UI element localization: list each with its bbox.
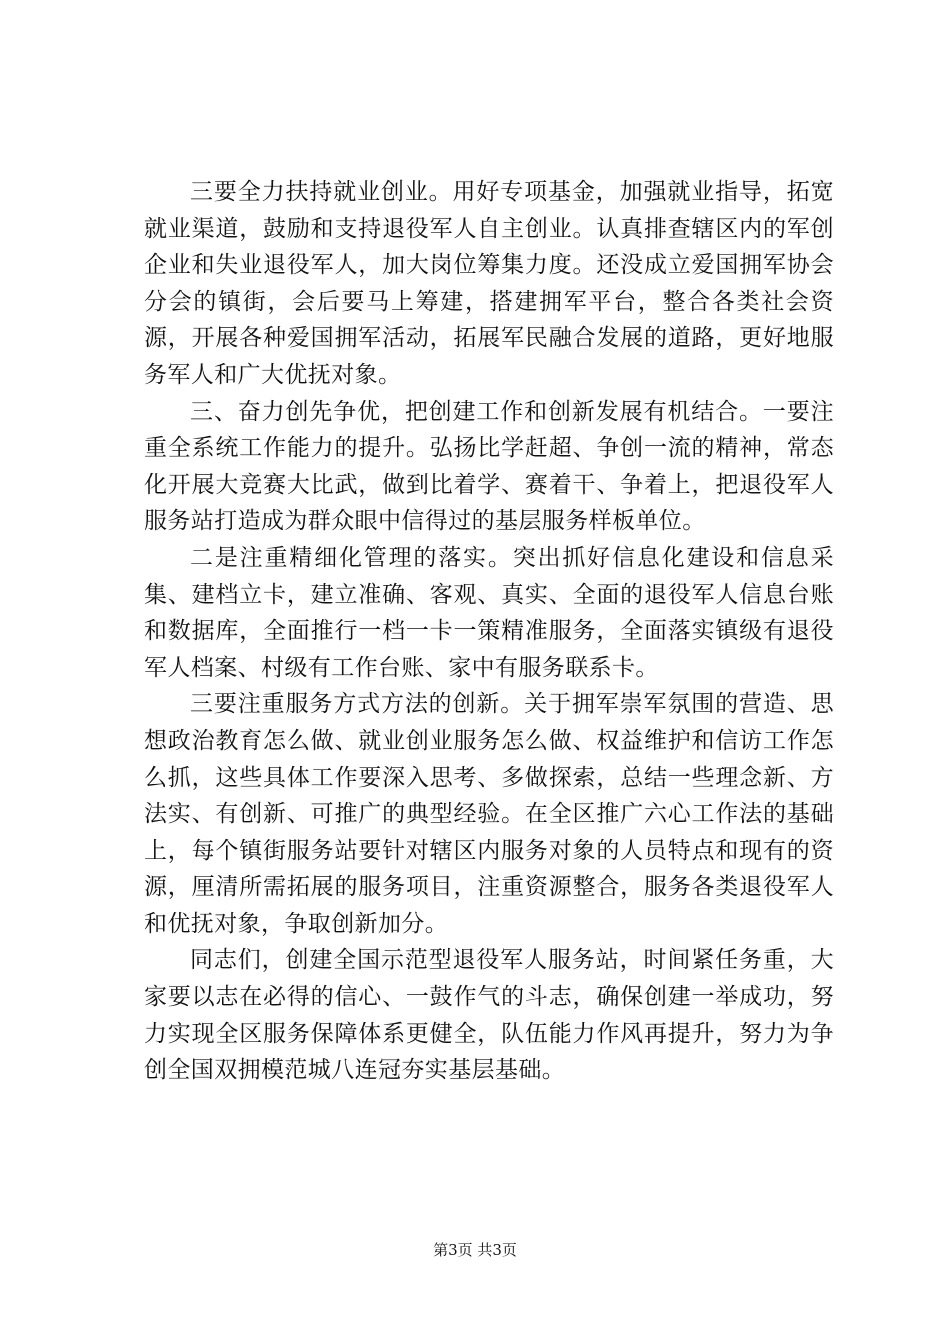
document-body <box>144 174 834 1089</box>
paragraph-closing-remarks: 同志们，创建全国示范型退役军人服务站，时间紧任务重，大家要以志在必得的信心、一鼓作气的斗志，确保创建一举成功，努力实现全区服务保障体系更健全，队伍能力作风再提升，努力为争创全国双拥模范城八连冠夯实基层基础。 <box>144 947 834 1084</box>
paragraph-strive-excellence: 三、奋力创先争优，把创建工作和创新发展有机结合。一要注重全系统工作能力的提升。弘扬比学赶超、争创一流的精神，常态化开展大竞赛大比武，做到比着学、赛着干、争着上，把退役军人服务站打造成为群众眼中信得过的基层服务样板单位。 <box>144 398 834 535</box>
paragraph-service-innovation: 三要注重服务方式方法的创新。关于拥军崇军氛围的营造、思想政治教育怎么做、就业创业服务怎么做、权益维护和信访工作怎么抓，这些具体工作要深入思考、多做探索，总结一些理念新、方法实、有创新、可推广的典型经验。在全区推广六心工作法的基础上，每个镇街服务站要针对辖区内服务对象的人员特点和现有的资源，厘清所需拓展的服务项目，注重资源整合，服务各类退役军人和优抚对象，争取创新加分。 <box>144 691 834 937</box>
page-footer: 第3页 共3页 <box>433 1241 517 1259</box>
paragraph-employment-support: 三要全力扶持就业创业。用好专项基金，加强就业指导，拓宽就业渠道，鼓励和支持退役军人自主创业。认真排查辖区内的军创企业和失业退役军人，加大岗位筹集力度。还没成立爱国拥军协会分会的镇街，会后要马上筹建，搭建拥军平台，整合各类社会资源，开展各种爱国拥军活动，拓展军民融合发展的道路，更好地服务军人和广大优抚对象。 <box>144 179 834 388</box>
paragraph-refined-management: 二是注重精细化管理的落实。突出抓好信息化建设和信息采集、建档立卡，建立准确、客观、真实、全面的退役军人信息台账和数据库，全面推行一档一卡一策精准服务，全面落实镇级有退役军人档案、村级有工作台账、家中有服务联系卡。 <box>144 544 834 681</box>
